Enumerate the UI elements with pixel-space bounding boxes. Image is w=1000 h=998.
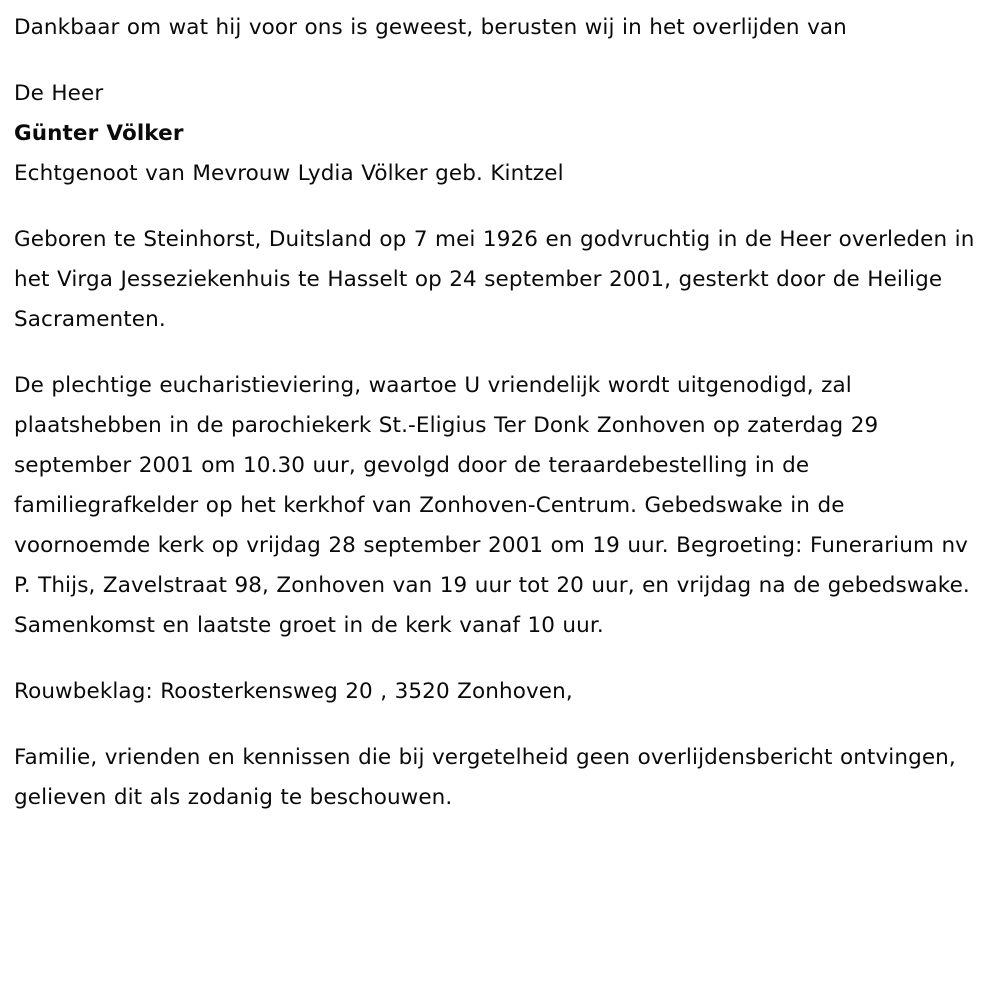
spacer (14, 712, 982, 738)
spacer (14, 194, 982, 220)
spouse-line: Echtgenoot van Mevrouw Lydia Völker geb. Kintzel (14, 161, 564, 186)
birth-and-death-paragraph: Geboren te Steinhorst, Duitsland op 7 mei 1926 en godvruchtig in de Heer overleden in het Virga Jesseziekenhuis te Hasselt op 24 september 2001, gesterkt door de Heilige Sacramenten. (14, 227, 975, 332)
salutation-line: De Heer (14, 81, 104, 106)
service-details-paragraph: De plechtige eucharistieviering, waartoe U vriendelijk wordt uitgenodigd, zal plaatshebben in de parochiekerk St.-Eligius Ter Donk Zonhoven op zaterdag 29 september 2001 om 10.30 uur, gevolgd door de teraardebestelling in de familiegrafkelder op het kerkhof van Zonhoven-Centrum. Gebedswake in de voornoemde kerk op vrijdag 28 september 2001 om 19 uur. Begroeting: Funerarium nv P. Thijs, Zavelstraat 98, Zonhoven van 19 uur tot 20 uur, en vrijdag na de gebedswake. Samenkomst en laatste groet in de kerk vanaf 10 uur. (14, 373, 970, 638)
condolence-address-paragraph: Rouwbeklag: Roosterkensweg 20 , 3520 Zonhoven, (14, 679, 573, 704)
deceased-name: Günter Völker (14, 121, 184, 146)
spacer (14, 646, 982, 672)
intro-paragraph: Dankbaar om wat hij voor ons is geweest, berusten wij in het overlijden van (14, 15, 847, 40)
closing-notice-paragraph: Familie, vrienden en kennissen die bij vergetelheid geen overlijdensbericht ontvingen, gelieven dit als zodanig te beschouwen. (14, 745, 956, 810)
spacer (14, 340, 982, 366)
spacer (14, 48, 982, 74)
